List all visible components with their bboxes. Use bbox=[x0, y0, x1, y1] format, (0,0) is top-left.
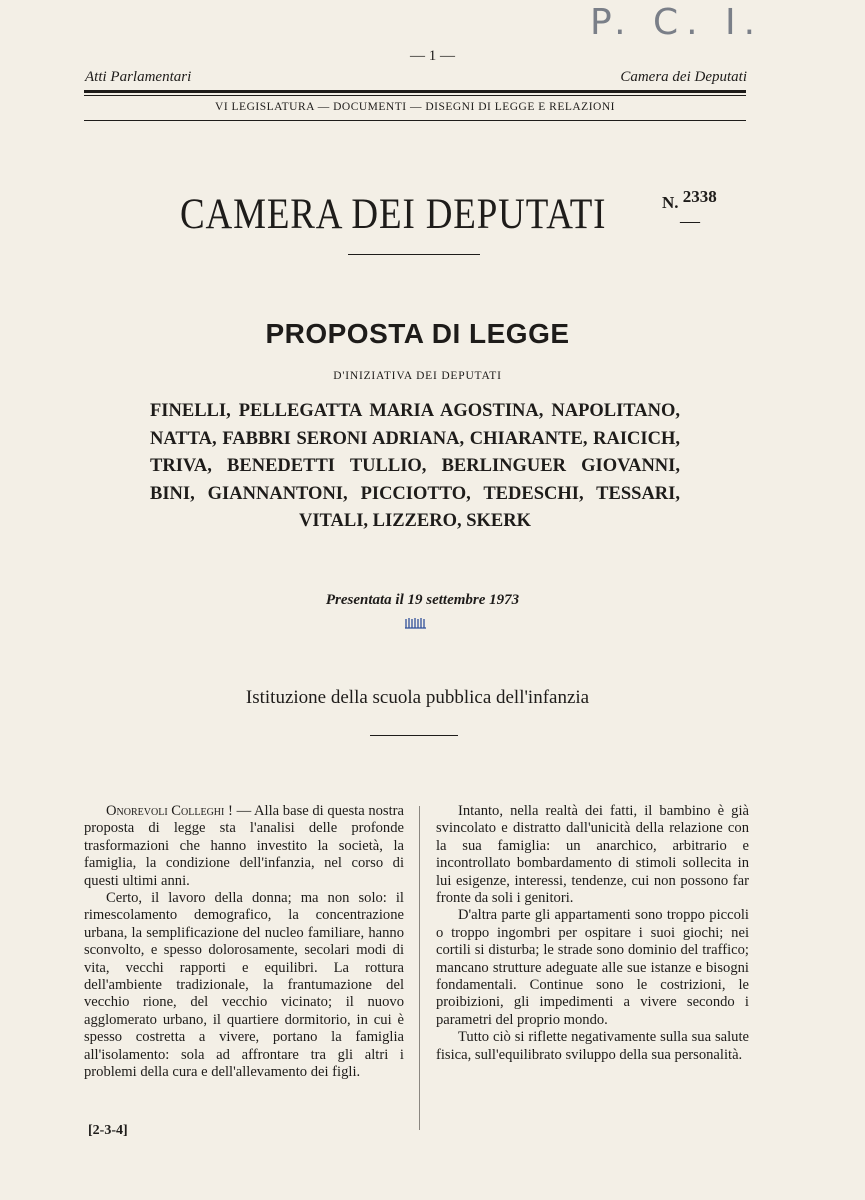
chamber-title: CAMERA DEI DEPUTATI bbox=[180, 191, 607, 238]
deputies-line: VITALI, LIZZERO, SKERK bbox=[299, 511, 531, 532]
stamp-mark-icon bbox=[404, 617, 428, 629]
body-paragraph: Tutto ciò si riflette negativamente sulla sua salute fisica, sull'equilibrato sviluppo della sua personalità. bbox=[436, 1029, 749, 1063]
body-paragraph: Intanto, nella realtà dei fatti, il bambino è già svincolato e distratto dall'unicità della relazione con la sua famiglia: un anarchico, arbitrario e incontrollato bombardamento di stimoli sollecita in lui esigenze, interessi, tendenze, cui non possono far fronte da soli i genitori. bbox=[436, 803, 749, 907]
initiative-label: D'INIZIATIVA DEI DEPUTATI bbox=[333, 370, 502, 382]
page-number: — 1 — bbox=[410, 48, 455, 64]
header-right-title: Camera dei Deputati bbox=[620, 69, 747, 85]
legislature-subheader: VI LEGISLATURA — DOCUMENTI — DISEGNI DI LEGGE E RELAZIONI bbox=[215, 101, 615, 113]
deputies-list bbox=[150, 398, 680, 536]
handwritten-annotation: P. C. I. bbox=[590, 2, 764, 43]
body-paragraph: Certo, il lavoro della donna; ma non solo: il rimescolamento demografico, la concentrazione urbana, la semplificazione del nucleo familiare, hanno sconvolto, e spesso dolorosamente, secolari modi di vita, vecchi rapporti e equilibri. La rottura dell'ambiente tradizionale, la frantumazione del vecchio rione, del vecchio vicinato; il nuovo agglomerato urbano, il quartiere dormitorio, in cui è spesso costretta a vivere, portano la famiglia all'isolamento: sola ad affrontare tra gli altri i problemi della cura e dell'allevamento dei figli. bbox=[84, 890, 404, 1081]
deputies-line: NATTA, FABBRI SERONI ADRIANA, CHIARANTE, RAICICH, bbox=[150, 428, 680, 449]
header-rule-thick bbox=[84, 90, 746, 93]
subheader-rule bbox=[84, 120, 746, 121]
deputies-line: FINELLI, PELLEGATTA MARIA AGOSTINA, NAPOLITANO, bbox=[150, 401, 680, 421]
document-number-prefix: N. bbox=[662, 193, 679, 212]
body-left-column bbox=[84, 803, 404, 1082]
proposal-heading: PROPOSTA DI LEGGE bbox=[265, 318, 570, 349]
header-rule-thin bbox=[84, 95, 746, 96]
document-number-dash: — bbox=[680, 210, 700, 232]
presentation-date: Presentata il 19 settembre 1973 bbox=[325, 592, 520, 608]
header-left-title: Atti Parlamentari bbox=[85, 69, 192, 85]
body-paragraph: D'altra parte gli appartamenti sono troppo piccoli o troppo ingombri per ospitare i suoi giochi; nei cortili si disturba; le strade sono dominio del traffico; mancano strutture adeguate alle sue istanze e bisogni fondamentali. Continue sono le costrizioni, le proibizioni, gli impedimenti a vivere secondo i parametri del proprio mondo. bbox=[436, 907, 749, 1028]
proposal-subject: Istituzione della scuola pubblica dell'infanzia bbox=[245, 687, 590, 708]
column-divider bbox=[419, 806, 420, 1130]
salutation: Onorevoli Colleghi ! bbox=[106, 803, 233, 819]
paragraph-text: — Alla base di questa nostra proposta di legge sta l'analisi delle profonde trasformazioni che hanno investito la società, la famiglia, la condizione dell'infanzia, nel corso di questi ultimi anni. bbox=[84, 803, 405, 889]
title-rule bbox=[348, 254, 480, 255]
body-paragraph bbox=[84, 803, 404, 890]
body-right-column bbox=[436, 803, 749, 1064]
deputies-line: TRIVA, BENEDETTI TULLIO, BERLINGUER GIOVANNI, bbox=[150, 456, 680, 477]
document-code: [2-3-4] bbox=[88, 1123, 128, 1138]
deputies-line: BINI, GIANNANTONI, PICCIOTTO, TEDESCHI, TESSARI, bbox=[150, 483, 680, 504]
subject-rule bbox=[370, 735, 458, 736]
document-number-value: 2338 bbox=[682, 187, 717, 206]
